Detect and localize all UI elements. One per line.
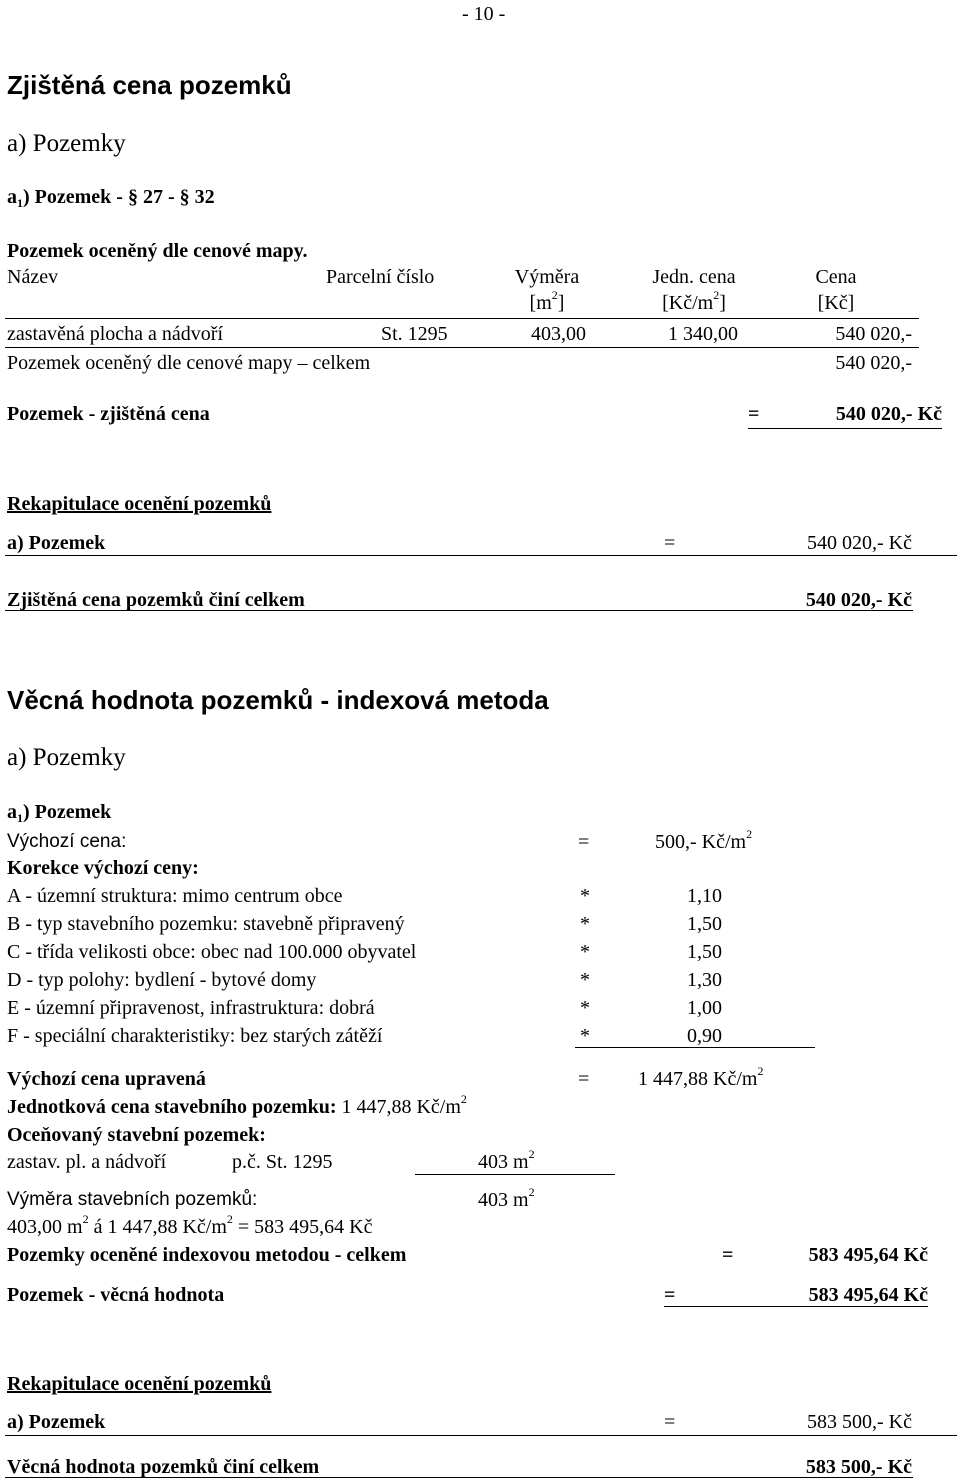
table-cell-parcel: St. 1295 [381,323,448,345]
correction-label: B - typ stavebního pozemku: stavebně připravený [7,913,405,935]
cenova-mapa-total-value: 540 020,- [835,352,912,374]
vychozi-upravena-eq: = [578,1068,590,1090]
rekap1-item-label: a) Pozemek [7,532,106,554]
vychozi-upravena-label: Výchozí cena upravená [7,1068,206,1090]
zastav-area: 403 $m^2$ [478,1147,535,1173]
table-cell-price: 540 020,- [835,323,912,345]
table-header-rule [5,318,919,319]
rekap2-item-value: 583 500,- Kč [807,1411,912,1433]
correction-label: C - třída velikosti obce: obec nad 100.000 obyvatel [7,941,417,963]
correction-operator: * [580,969,590,991]
correction-operator: * [580,913,590,935]
col-header-name: Název [7,266,59,288]
rekap2-total-value: 583 500,- Kč [805,1456,912,1478]
correction-label: E - územní připravenost, infrastruktura: dobrá [7,997,375,1019]
subsection-pozemky-2: a) Pozemky [7,744,126,771]
col-header-area: Výměra $[m^2]$ [514,266,580,314]
zjistena-cena-value: 540 020,- Kč [835,403,942,425]
correction-value: 1,10 [687,885,722,907]
corrections-rule [575,1047,815,1048]
rekap2-item-label: a) Pozemek [7,1411,106,1433]
jednotkova-cena: Jednotková cena stavebního pozemku: 1 447,88 $Kč/m^2$ [7,1092,467,1118]
zastav-label: zastav. pl. a nádvoří [7,1151,167,1173]
correction-label: A - územní struktura: mimo centrum obce [7,885,343,907]
correction-operator: * [580,1025,590,1047]
col-header-parcel: Parcelní číslo [326,266,435,288]
zastav-rule [415,1174,615,1175]
vychozi-cena-value: 500,- $Kč/m^2$ [655,827,753,853]
rekap2-total-underline [5,1477,913,1478]
cenova-mapa-total-label: Pozemek oceněný dle cenové mapy – celkem [7,352,371,374]
rekap2-item-rule [5,1435,957,1436]
indexova-total-value: 583 495,64 Kč [808,1244,928,1266]
correction-value: 1,30 [687,969,722,991]
rekap1-item-value: 540 020,- Kč [807,532,912,554]
rekap2-item-eq: = [664,1411,676,1433]
indexova-total-label: Pozemky oceněné indexovou metodou - celkem [7,1244,407,1266]
rekapitulace-title-1: Rekapitulace ocenění pozemků [7,493,272,515]
cenova-mapa-title: Pozemek oceněný dle cenové mapy. [7,240,308,262]
vychozi-upravena-value: 1 447,88 $Kč/m^2$ [638,1064,764,1090]
zjistena-cena-label: Pozemek - zjištěná cena [7,403,210,425]
korekce-title: Korekce výchozí ceny: [7,857,199,879]
vymera-label: Výměra stavebních pozemků: [7,1189,258,1210]
section-title-vecna-hodnota: Věcná hodnota pozemků - indexová metoda [7,685,549,715]
table-row-rule [5,347,919,348]
correction-value: 1,50 [687,941,722,963]
correction-label: F - speciální charakteristiky: bez starých zátěží [7,1025,383,1047]
indexova-total-eq: = [722,1244,734,1266]
vecna-hodnota-underline [664,1306,928,1307]
vecna-hodnota-label: Pozemek - věcná hodnota [7,1284,225,1306]
correction-operator: * [580,997,590,1019]
table-cell-area: 403,00 [531,323,586,345]
zjistena-cena-underline [748,428,942,429]
rekap1-item-eq: = [664,532,676,554]
zastav-parcel: p.č. St. 1295 [232,1151,333,1173]
section-title-zjistena-cena: Zjištěná cena pozemků [7,70,292,100]
vychozi-cena-label: Výchozí cena: [7,831,127,852]
rekap1-item-rule [5,555,957,556]
vecna-hodnota-value: 583 495,64 Kč [808,1284,928,1306]
correction-value: 0,90 [687,1025,722,1047]
col-header-unit-price: Jedn. cena $[Kč/m^2]$ [652,266,736,314]
correction-operator: * [580,885,590,907]
item-heading-pozemek: $a_1$) Pozemek - § 27 - § 32 [7,186,215,210]
vecna-hodnota-eq: = [664,1284,676,1306]
rekapitulace-title-2: Rekapitulace ocenění pozemků [7,1373,272,1395]
calc-formula: 403,00 $m^2$ á 1 447,88 $Kč/m^2 = 583$ 495,64 Kč [7,1212,373,1238]
subsection-pozemky: a) Pozemky [7,130,126,157]
correction-operator: * [580,941,590,963]
correction-value: 1,00 [687,997,722,1019]
rekap1-total-underline [5,610,913,611]
correction-label: D - typ polohy: bydlení - bytové domy [7,969,317,991]
rekap1-total-label: Zjištěná cena pozemků činí celkem [7,589,305,611]
table-cell-unit-price: 1 340,00 [668,323,738,345]
rekap2-total-label: Věcná hodnota pozemků činí celkem [7,1456,320,1478]
correction-value: 1,50 [687,913,722,935]
page-number: - 10 - [462,3,506,25]
col-header-price: Cena [Kč] [815,266,857,314]
vychozi-cena-eq: = [578,831,590,853]
table-cell-name: zastavěná plocha a nádvoří [7,323,224,345]
rekap1-total-value: 540 020,- Kč [805,589,912,611]
oceneny-pozemek-title: Oceňovaný stavební pozemek: [7,1124,266,1146]
zjistena-cena-eq: = [748,403,760,425]
vymera-value: 403 $m^2$ [478,1185,535,1211]
item-heading-pozemek-2: $a_1$) Pozemek [7,801,112,825]
